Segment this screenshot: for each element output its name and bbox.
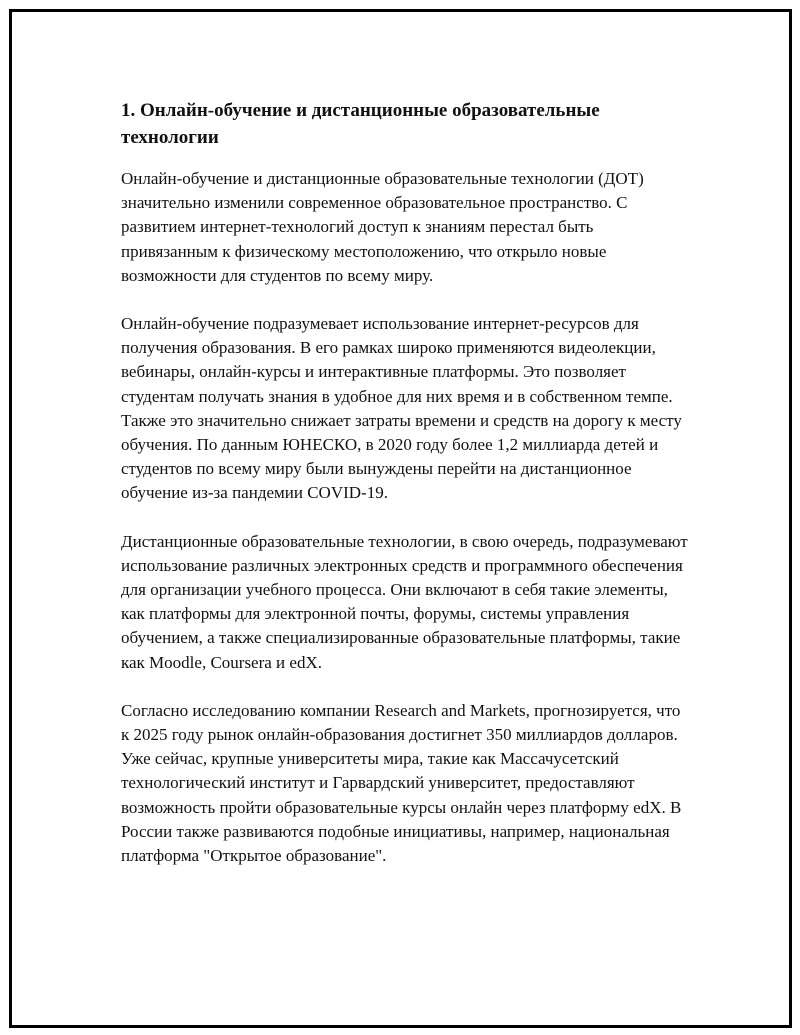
document-body — [121, 97, 691, 892]
page-frame — [9, 9, 792, 1028]
paragraph-online-learning: Онлайн-обучение подразумевает использование интернет-ресурсов для получения образования. В его рамках широко применяются видеолекции, вебинары, онлайн-курсы и интерактивные платформы. Это позволяет студентам получать знания в удобное для них время и в собственном темпе. Также это значительно снижает затраты времени и средств на дорогу к месту обучения. По данным ЮНЕСКО, в 2020 году более 1,2 миллиарда детей и студентов по всему миру были вынуждены перейти на дистанционное обучение из-за пандемии COVID-19. — [121, 314, 682, 503]
paragraph-market-research: Согласно исследованию компании Research and Markets, прогнозируется, что к 2025 году рынок онлайн-образования достигнет 350 миллиардов долларов. Уже сейчас, крупные университеты мира, такие как Массачусетский технологический институт и Гарвардский университет, предоставляют возможность пройти образовательные курсы онлайн через платформу edX. В России также развиваются подобные инициативы, например, национальная платформа "Открытое образование". — [121, 700, 682, 866]
section-heading: 1. Онлайн-обучение и дистанционные образовательные технологии — [121, 100, 600, 148]
paragraph-distance-tech: Дистанционные образовательные технологии, в свою очередь, подразумевают использование различных электронных средств и программного обеспечения для организации учебного процесса. Они включают в себя такие элементы, как платформы для электронной почты, форумы, системы управления обучением, а также специализированные образовательные платформы, такие как Moodle, Coursera и edX. — [121, 531, 688, 672]
paragraph-intro: Онлайн-обучение и дистанционные образовательные технологии (ДОТ) значительно изменили современное образовательное пространство. С развитием интернет-технологий доступ к знаниям перестал быть привязанным к физическому местоположению, что открыло новые возможности для студентов по всему миру. — [121, 169, 644, 285]
